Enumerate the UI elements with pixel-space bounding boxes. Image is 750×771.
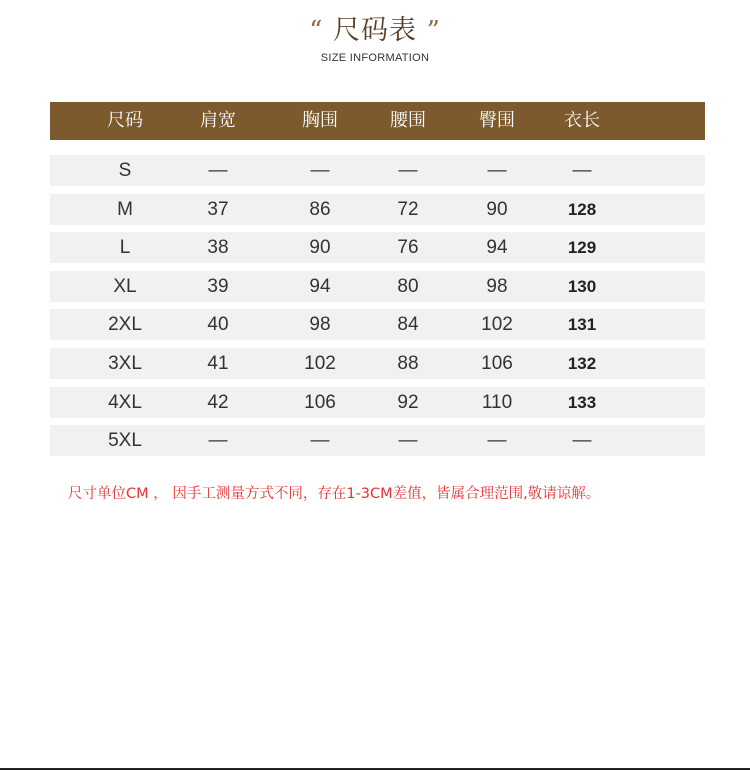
cell-length: 132 <box>567 353 597 373</box>
open-quote: “ <box>309 16 324 46</box>
table-row <box>50 232 705 263</box>
cell-chest: — <box>310 160 330 181</box>
cell-length: 128 <box>567 199 597 219</box>
table-row <box>50 309 705 340</box>
cell-size: S <box>118 160 132 181</box>
table-row <box>50 194 705 225</box>
cell-shoulder: 42 <box>207 391 229 413</box>
measurement-note: 尺寸单位CM ， 因手工测量方式不同，存在1-3CM差值，皆属合理范围,敬请谅解。 <box>68 486 601 502</box>
cell-shoulder: 38 <box>207 237 229 259</box>
header-length: 衣长 <box>564 110 600 131</box>
cell-shoulder: — <box>208 430 228 452</box>
cell-size: 4XL <box>108 391 142 413</box>
header-hip: 臀围 <box>479 110 515 131</box>
cell-size: M <box>117 198 133 220</box>
cell-shoulder: 40 <box>207 314 229 336</box>
cell-hip: 102 <box>481 314 513 336</box>
cell-chest: 98 <box>309 314 331 336</box>
cell-hip: 90 <box>486 198 508 220</box>
header-shoulder: 肩宽 <box>200 110 236 131</box>
cell-length: — <box>572 430 592 452</box>
cell-waist: 76 <box>397 237 419 259</box>
size-table-body <box>50 155 705 464</box>
cell-waist: — <box>398 160 418 181</box>
cell-chest: 106 <box>304 391 336 413</box>
table-header <box>50 102 705 140</box>
table-row <box>50 155 705 186</box>
cell-size: XL <box>113 275 137 297</box>
table-row <box>50 387 705 418</box>
page-title <box>0 8 750 47</box>
header-chest: 胸围 <box>302 110 338 131</box>
table-row <box>50 348 705 379</box>
cell-size: 3XL <box>108 352 142 374</box>
cell-shoulder: — <box>208 160 228 181</box>
cell-waist: 84 <box>397 314 419 336</box>
cell-chest: 102 <box>304 352 336 374</box>
cell-hip: 94 <box>486 237 508 259</box>
cell-waist: 72 <box>397 198 419 220</box>
cell-length: 133 <box>567 392 597 412</box>
cell-waist: 88 <box>397 352 419 374</box>
cell-shoulder: 41 <box>207 352 229 374</box>
cell-size: L <box>119 237 131 259</box>
cell-hip: — <box>487 430 507 452</box>
header-waist: 腰围 <box>390 110 426 131</box>
cell-chest: 86 <box>309 198 331 220</box>
cell-length: 130 <box>567 276 597 296</box>
cell-length: — <box>572 160 592 181</box>
title-text: 尺码表 <box>333 15 417 46</box>
bottom-divider <box>0 768 750 770</box>
table-row <box>50 425 705 456</box>
table-row <box>50 271 705 302</box>
cell-shoulder: 37 <box>207 198 229 220</box>
header-size: 尺码 <box>107 110 143 131</box>
cell-chest: — <box>310 430 330 452</box>
cell-hip: 110 <box>481 391 513 413</box>
page-subtitle: SIZE INFORMATION <box>320 52 430 64</box>
cell-waist: — <box>398 430 418 452</box>
cell-waist: 92 <box>397 391 419 413</box>
cell-hip: 98 <box>486 275 508 297</box>
cell-chest: 90 <box>309 237 331 259</box>
cell-hip: — <box>487 160 507 181</box>
cell-length: 129 <box>567 238 597 258</box>
cell-length: 131 <box>567 315 597 335</box>
cell-chest: 94 <box>309 275 331 297</box>
cell-waist: 80 <box>397 275 419 297</box>
cell-size: 2XL <box>108 314 142 336</box>
close-quote: ” <box>426 16 441 46</box>
cell-shoulder: 39 <box>207 275 229 297</box>
cell-size: 5XL <box>108 430 142 452</box>
cell-hip: 106 <box>481 352 513 374</box>
